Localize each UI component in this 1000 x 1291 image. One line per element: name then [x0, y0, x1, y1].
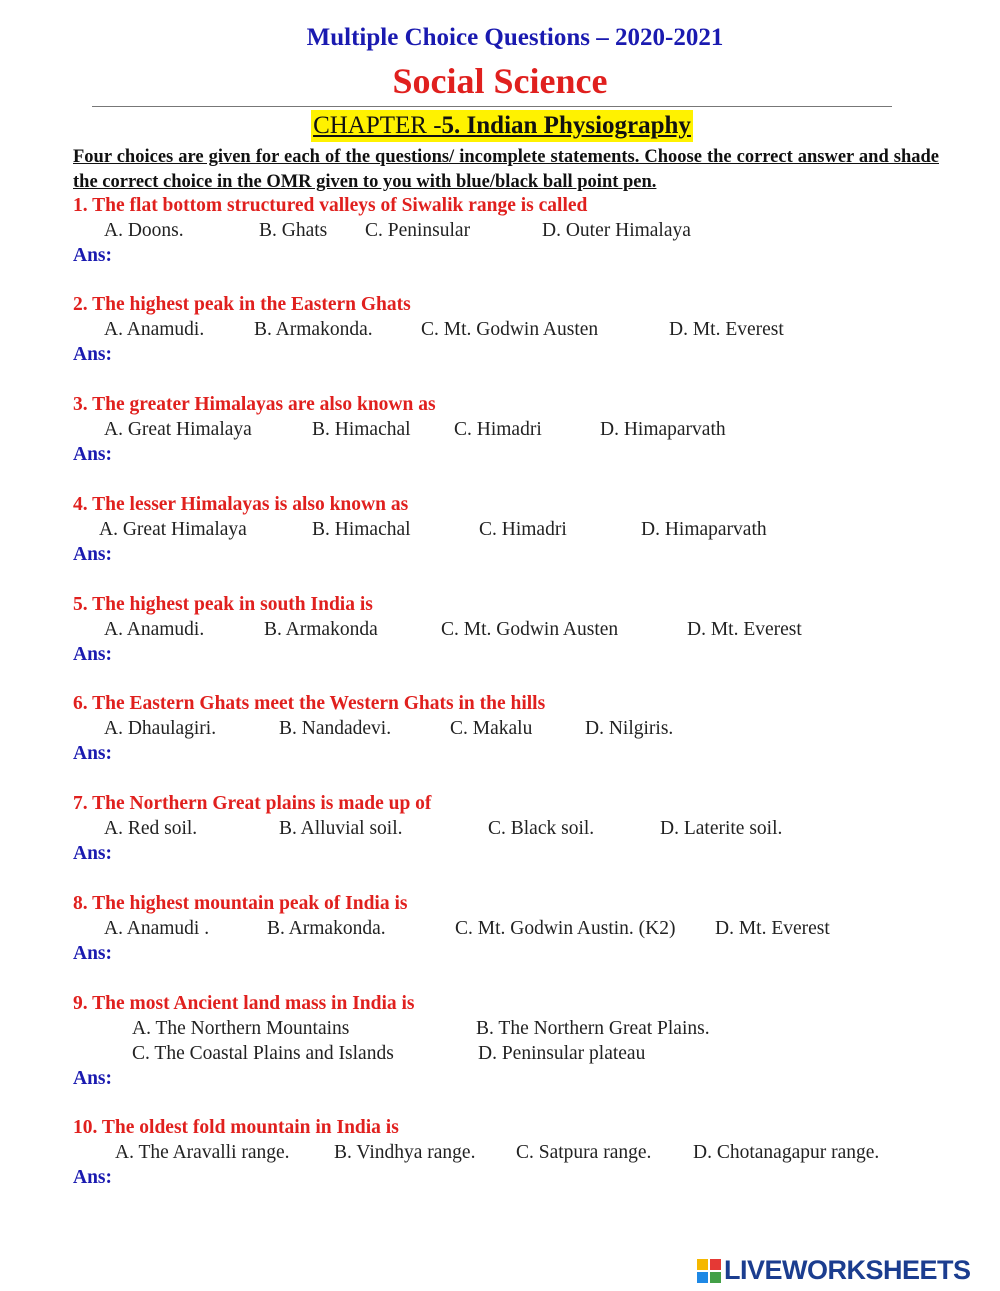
chapter-prefix: CHAPTER - — [313, 112, 442, 139]
option-b[interactable]: B. Armakonda. — [254, 319, 373, 340]
options-row — [73, 617, 973, 642]
option-d[interactable]: D. Outer Himalaya — [542, 220, 691, 241]
header-divider — [92, 106, 892, 107]
option-c[interactable]: C. Mt. Godwin Austen — [421, 319, 599, 340]
answer-label: Ans: — [73, 1167, 113, 1188]
option-b[interactable]: B. Alluvial soil. — [279, 818, 403, 839]
option-c[interactable]: C. Mt. Godwin Austin. (K2) — [455, 918, 676, 939]
logo-block-4 — [710, 1272, 721, 1283]
brand-name: LIVEWORKSHEETS — [724, 1255, 971, 1285]
question-text: 5. The highest peak in south India is — [73, 594, 373, 615]
question-7 — [73, 791, 973, 866]
chapter-highlight — [311, 110, 693, 142]
option-d[interactable]: D. Mt. Everest — [715, 918, 830, 939]
question-5 — [73, 592, 973, 667]
question-text: 9. The most Ancient land mass in India is — [73, 993, 415, 1014]
question-text: 10. The oldest fold mountain in India is — [73, 1117, 399, 1138]
option-a[interactable]: A. Anamudi. — [104, 619, 205, 640]
option-a[interactable]: A. Dhaulagiri. — [104, 718, 217, 739]
answer-label: Ans: — [73, 843, 113, 864]
option-a[interactable]: A. Anamudi . — [104, 918, 210, 939]
options-row — [73, 218, 973, 243]
option-c[interactable]: C. Makalu — [450, 718, 533, 739]
option-a[interactable]: A. The Aravalli range. — [115, 1142, 290, 1163]
option-a[interactable]: A. Great Himalaya — [99, 519, 247, 540]
logo-block-2 — [710, 1259, 721, 1270]
subject-title: Social Science — [392, 61, 608, 101]
options-row — [73, 716, 973, 741]
option-b[interactable]: B. Himachal — [312, 519, 411, 540]
chapter-name: 5. Indian Physiography — [441, 112, 691, 139]
option-b[interactable]: B. Vindhya range. — [334, 1142, 476, 1163]
question-text: 3. The greater Himalayas are also known as — [73, 394, 436, 415]
question-6 — [73, 691, 973, 766]
page-title: Multiple Choice Questions – 2020-2021 — [306, 24, 724, 51]
option-b[interactable]: B. Ghats — [259, 220, 328, 241]
option-d[interactable]: D. Chotanagapur range. — [693, 1142, 880, 1163]
option-c[interactable]: C. Himadri — [454, 419, 542, 440]
option-b[interactable]: B. Himachal — [312, 419, 411, 440]
question-10 — [73, 1115, 973, 1190]
option-c[interactable]: C. Satpura range. — [516, 1142, 652, 1163]
option-d[interactable]: D. Himaparvath — [600, 419, 726, 440]
options-row — [73, 317, 973, 342]
question-1 — [73, 193, 973, 268]
option-d[interactable]: D. Himaparvath — [641, 519, 767, 540]
answer-label: Ans: — [73, 743, 113, 764]
logo-block-1 — [697, 1259, 708, 1270]
option-d[interactable]: D. Peninsular plateau — [478, 1043, 646, 1064]
answer-label: Ans: — [73, 444, 113, 465]
option-c[interactable]: C. The Coastal Plains and Islands — [132, 1043, 394, 1064]
logo-block-3 — [697, 1272, 708, 1283]
option-a[interactable]: A. Great Himalaya — [104, 419, 252, 440]
options-row — [73, 1140, 973, 1165]
options-row — [73, 1041, 973, 1066]
option-d[interactable]: D. Nilgiris. — [585, 718, 674, 739]
answer-label: Ans: — [73, 245, 113, 266]
answer-label: Ans: — [73, 544, 113, 565]
question-4 — [73, 492, 973, 567]
option-d[interactable]: D. Mt. Everest — [687, 619, 802, 640]
instructions: Four choices are given for each of the questions/ incomplete statements. Choose the correct answer and shade the correct choice in the OMR given to you with blue/black ball point pen. — [73, 147, 939, 192]
option-a[interactable]: A. Red soil. — [104, 818, 198, 839]
option-a[interactable]: A. The Northern Mountains — [132, 1018, 350, 1039]
option-c[interactable]: C. Peninsular — [365, 220, 471, 241]
answer-label: Ans: — [73, 644, 113, 665]
option-a[interactable]: A. Doons. — [104, 220, 184, 241]
option-c[interactable]: C. Black soil. — [488, 818, 595, 839]
options-row — [73, 816, 973, 841]
option-b[interactable]: B. The Northern Great Plains. — [476, 1018, 710, 1039]
question-9 — [73, 991, 973, 1091]
option-b[interactable]: B. Armakonda — [264, 619, 378, 640]
option-b[interactable]: B. Nandadevi. — [279, 718, 392, 739]
option-c[interactable]: C. Himadri — [479, 519, 567, 540]
question-text: 7. The Northern Great plains is made up of — [73, 793, 432, 814]
option-d[interactable]: D. Laterite soil. — [660, 818, 783, 839]
question-text: 4. The lesser Himalayas is also known as — [73, 494, 409, 515]
option-a[interactable]: A. Anamudi. — [104, 319, 205, 340]
question-text: 6. The Eastern Ghats meet the Western Ghats in the hills — [73, 693, 546, 714]
answer-label: Ans: — [73, 943, 113, 964]
question-text: 1. The flat bottom structured valleys of Siwalik range is called — [73, 195, 588, 216]
question-2 — [73, 292, 973, 367]
option-b[interactable]: B. Armakonda. — [267, 918, 386, 939]
options-row — [73, 417, 973, 442]
liveworksheets-logo[interactable] — [697, 1255, 971, 1286]
options-row — [73, 1016, 973, 1041]
answer-label: Ans: — [73, 344, 113, 365]
options-row — [73, 517, 973, 542]
question-text: 2. The highest peak in the Eastern Ghats — [73, 294, 411, 315]
logo-blocks-icon — [697, 1259, 721, 1283]
option-c[interactable]: C. Mt. Godwin Austen — [441, 619, 619, 640]
question-3 — [73, 392, 973, 467]
option-d[interactable]: D. Mt. Everest — [669, 319, 784, 340]
chapter-heading — [0, 110, 1000, 142]
options-row — [73, 916, 973, 941]
answer-label: Ans: — [73, 1068, 113, 1089]
question-8 — [73, 891, 973, 966]
question-text: 8. The highest mountain peak of India is — [73, 893, 408, 914]
